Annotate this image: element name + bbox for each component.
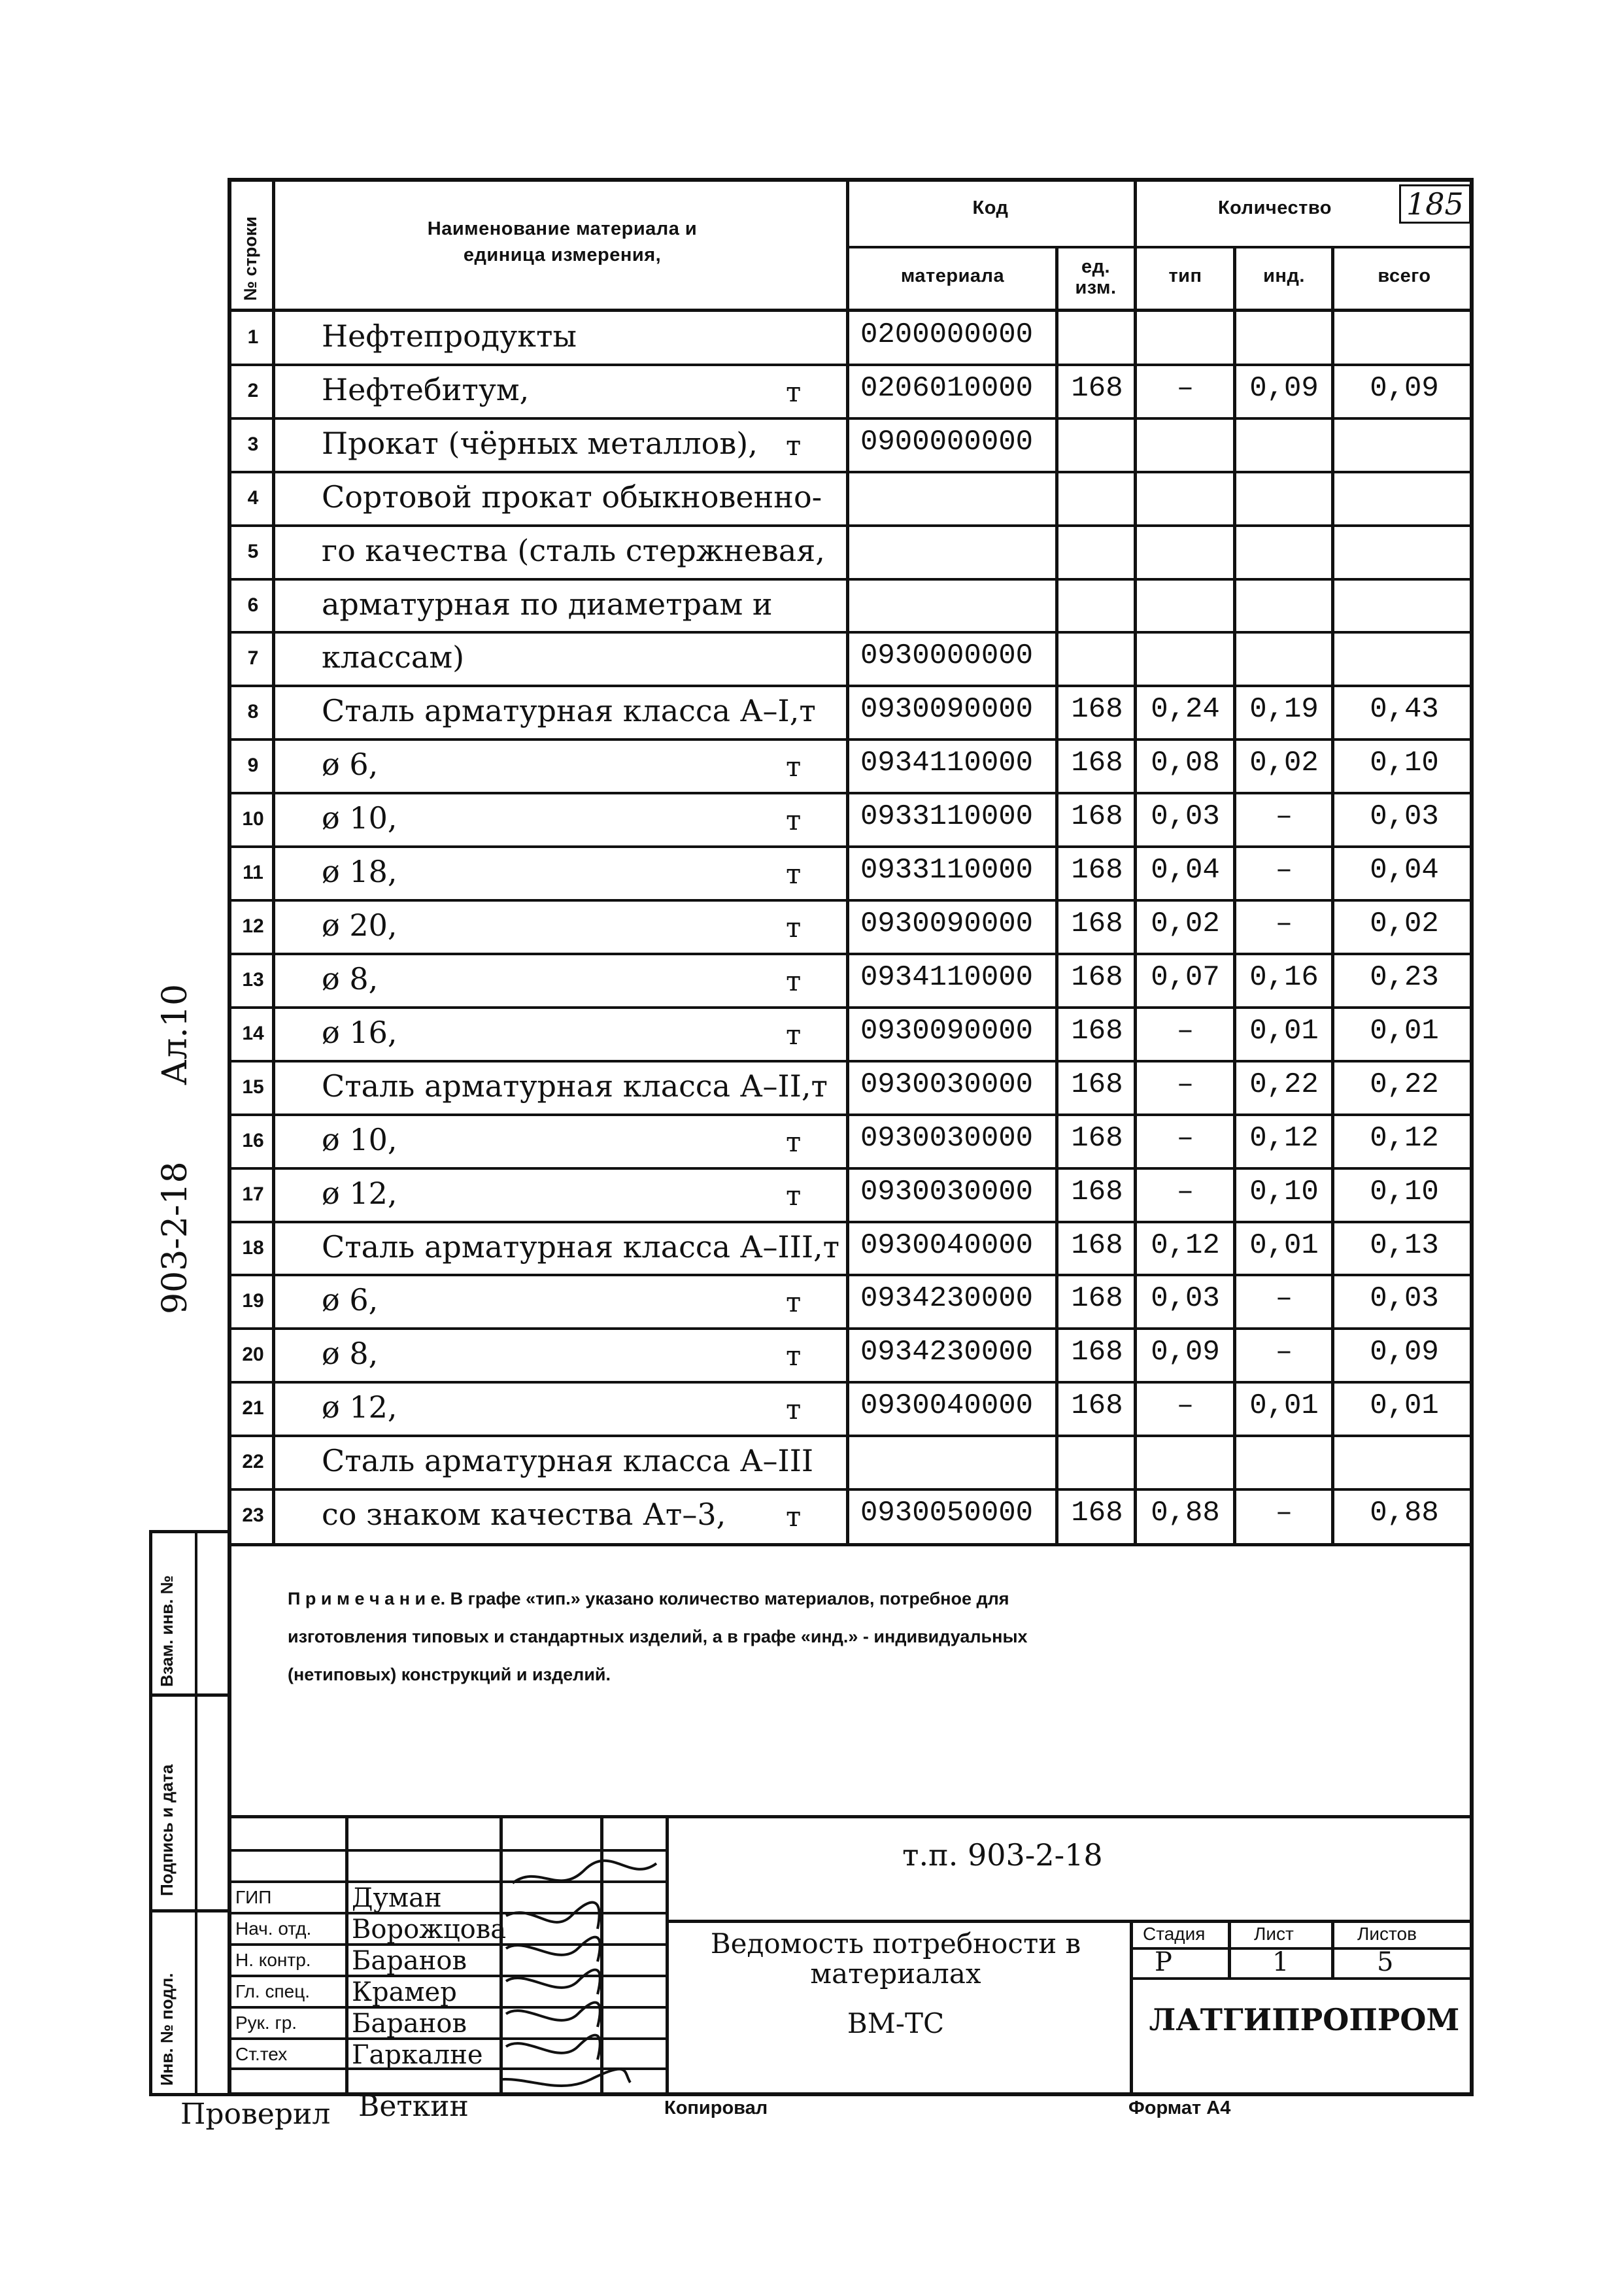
row-ed: 168 <box>1071 1122 1123 1155</box>
row-name: Сортовой прокат обыкновенно- <box>322 479 822 515</box>
row-number: 2 <box>247 380 259 401</box>
stamp-col-line <box>345 1815 348 2096</box>
row-tip: 0,12 <box>1151 1229 1220 1262</box>
row-name: Сталь арматурная класса А–II,т <box>322 1068 828 1104</box>
row-code: 0200000000 <box>860 318 1034 351</box>
row-number: 8 <box>247 701 259 722</box>
row-name: Нефтебитум, <box>322 372 530 407</box>
row-ind: 0,02 <box>1249 747 1319 779</box>
strip-line <box>149 1909 230 1912</box>
header-code-unit: ед. изм. <box>1075 256 1117 298</box>
row-number: 4 <box>247 487 259 509</box>
stamp-title: Ведомость потребности в материалах <box>710 1928 1081 1990</box>
header-code-material: материала <box>900 265 1005 286</box>
strip-line <box>149 1693 230 1697</box>
row-unit: т <box>786 965 802 997</box>
row-tip: 0,07 <box>1151 961 1220 994</box>
row-name: ø 18, <box>322 854 398 889</box>
row-all: 0,04 <box>1370 854 1439 887</box>
header-q-type: тип <box>1168 265 1202 286</box>
row-all: 0,13 <box>1370 1229 1439 1262</box>
row-unit: т <box>786 804 802 836</box>
stamp-role: Рук. гр. <box>235 2013 297 2033</box>
strip-vzam: Взам. инв. № <box>157 1575 177 1687</box>
row-name: Сталь арматурная класса А–III,т <box>322 1229 840 1265</box>
table-row <box>0 1222 1624 1276</box>
row-name: Сталь арматурная класса А–III <box>322 1443 814 1478</box>
header-q-ind: инд. <box>1263 265 1305 286</box>
row-name: ø 6, <box>322 747 379 782</box>
strip-inv: Инв. № подл. <box>157 1973 177 2086</box>
stamp-role: Гл. спец. <box>235 1981 311 2001</box>
row-number: 10 <box>242 808 264 830</box>
row-name: ø 16, <box>322 1015 398 1050</box>
row-name: го качества (сталь стержневая, <box>322 533 825 568</box>
stamp-col-line <box>1130 1920 1133 2096</box>
header-line <box>846 246 1474 248</box>
row-ed: 168 <box>1071 1497 1123 1529</box>
row-code: 0930090000 <box>860 908 1034 940</box>
row-tip: 0,02 <box>1151 908 1220 940</box>
stamp-code: ВМ-ТС <box>847 2007 945 2039</box>
row-name: классам) <box>322 639 465 675</box>
checked-label: Проверил <box>180 2098 331 2131</box>
row-ed: 168 <box>1071 1015 1123 1047</box>
stamp-col-line <box>1331 1920 1334 1977</box>
table-row <box>0 1436 1624 1489</box>
table-row <box>0 418 1624 472</box>
row-tip: – <box>1176 1122 1194 1155</box>
row-all: 0,10 <box>1370 1176 1439 1208</box>
table-row <box>0 526 1624 579</box>
row-code: 0933110000 <box>860 800 1034 833</box>
row-all: 0,01 <box>1370 1389 1439 1422</box>
row-unit: т <box>786 1393 802 1425</box>
stamp-sheet-label: Лист <box>1254 1924 1294 1944</box>
signatures <box>499 1857 696 2105</box>
row-all: 0,03 <box>1370 800 1439 833</box>
row-number: 13 <box>242 969 264 991</box>
row-number: 22 <box>242 1451 264 1472</box>
row-all: 0,12 <box>1370 1122 1439 1155</box>
row-name: ø 12, <box>322 1176 398 1211</box>
row-unit: т <box>786 1340 802 1372</box>
row-code: 0933110000 <box>860 854 1034 887</box>
row-ed: 168 <box>1071 747 1123 779</box>
row-all: 0,88 <box>1370 1497 1439 1529</box>
stamp-person-name: Крамер <box>352 1977 457 2007</box>
stamp-line <box>1130 1947 1474 1950</box>
table-row <box>0 311 1624 365</box>
copied-label: Копировал <box>664 2098 768 2118</box>
stamp-person-name: Баранов <box>352 1946 467 1976</box>
row-unit: т <box>786 1286 802 1318</box>
table-row <box>0 1168 1624 1222</box>
page-number: 185 <box>1399 184 1471 224</box>
row-unit: т <box>786 751 802 783</box>
row-code: 0934230000 <box>860 1282 1034 1315</box>
row-code: 0934110000 <box>860 747 1034 779</box>
stamp-org: ЛАТГИПРОПРОМ <box>1149 2002 1460 2037</box>
row-code: 0930040000 <box>860 1229 1034 1262</box>
row-code: 0930030000 <box>860 1122 1034 1155</box>
row-name: ø 10, <box>322 1122 398 1157</box>
row-all: 0,09 <box>1370 372 1439 405</box>
stamp-line <box>666 1920 1474 1923</box>
row-unit: т <box>786 1501 802 1533</box>
row-name: арматурная по диаметрам и <box>322 586 773 622</box>
row-number: 9 <box>247 755 259 776</box>
table-row <box>0 1008 1624 1061</box>
row-all: 0,23 <box>1370 961 1439 994</box>
row-tip: 0,03 <box>1151 1282 1220 1315</box>
header-q-total: всего <box>1378 265 1431 286</box>
row-tip: 0,04 <box>1151 854 1220 887</box>
row-all: 0,22 <box>1370 1068 1439 1101</box>
row-ind: – <box>1275 854 1293 887</box>
row-number: 1 <box>247 326 259 348</box>
row-all: 0,01 <box>1370 1015 1439 1047</box>
stamp-role: ГИП <box>235 1887 272 1907</box>
row-number: 12 <box>242 915 264 937</box>
row-code: 0930000000 <box>860 639 1034 672</box>
row-number: 16 <box>242 1130 264 1151</box>
row-tip: – <box>1176 1015 1194 1047</box>
row-unit: т <box>786 1180 802 1212</box>
side-sheet-label: Ал.10 <box>156 983 195 1085</box>
stamp-stage: Р <box>1155 1947 1172 1977</box>
checked-name: Веткин <box>358 2090 469 2123</box>
row-all: 0,02 <box>1370 908 1439 940</box>
header-name: Наименование материала и единица измерения, <box>427 218 698 265</box>
stamp-sheets-label: Листов <box>1357 1924 1417 1944</box>
row-number: 11 <box>243 862 263 883</box>
row-name: со знаком качества Ат–3, <box>322 1497 726 1532</box>
note-line-2: изготовления типовых и стандартных изделий, а в графе «инд.» - индивидуальных <box>288 1627 1028 1646</box>
row-ind: 0,01 <box>1249 1229 1319 1262</box>
strip-podpis: Подпись и дата <box>157 1764 177 1896</box>
table-row <box>0 740 1624 793</box>
row-code: 0930030000 <box>860 1176 1034 1208</box>
row-tip: – <box>1176 1176 1194 1208</box>
row-ind: 0,16 <box>1249 961 1319 994</box>
row-ed: 168 <box>1071 1176 1123 1208</box>
stamp-line <box>1130 1977 1474 1980</box>
row-ed: 168 <box>1071 1389 1123 1422</box>
row-name: ø 8, <box>322 1336 379 1371</box>
row-ind: 0,22 <box>1249 1068 1319 1101</box>
stamp-col-line <box>1228 1920 1231 1977</box>
row-ed: 168 <box>1071 1336 1123 1368</box>
row-code: 0934230000 <box>860 1336 1034 1368</box>
stamp-stage-label: Стадия <box>1143 1924 1206 1944</box>
row-number: 5 <box>247 541 259 562</box>
row-tip: – <box>1176 372 1194 405</box>
row-ed: 168 <box>1071 800 1123 833</box>
stamp-role: Н. контр. <box>235 1950 311 1970</box>
row-number: 7 <box>247 647 259 669</box>
row-all: 0,43 <box>1370 693 1439 726</box>
row-ind: – <box>1275 1282 1293 1315</box>
row-tip: 0,08 <box>1151 747 1220 779</box>
row-unit: т <box>786 1126 802 1158</box>
format-label: Формат А4 <box>1128 2098 1231 2118</box>
row-ind: 0,12 <box>1249 1122 1319 1155</box>
row-name: Прокат (чёрных металлов), <box>322 426 758 461</box>
row-ind: 0,01 <box>1249 1015 1319 1047</box>
row-unit: т <box>786 911 802 944</box>
row-ind: – <box>1275 908 1293 940</box>
table-row <box>0 472 1624 526</box>
row-code: 0930040000 <box>860 1389 1034 1422</box>
row-name: ø 8, <box>322 961 379 996</box>
stamp-person-name: Баранов <box>352 2009 467 2039</box>
header-code: Код <box>972 197 1009 218</box>
row-ind: 0,01 <box>1249 1389 1319 1422</box>
row-ind: 0,19 <box>1249 693 1319 726</box>
table-row <box>0 954 1624 1008</box>
table-row <box>0 1329 1624 1382</box>
row-number: 3 <box>247 434 259 455</box>
row-all: 0,10 <box>1370 747 1439 779</box>
row-name: ø 10, <box>322 800 398 836</box>
table-row <box>0 1489 1624 1543</box>
row-number: 23 <box>242 1504 264 1526</box>
table-row <box>0 793 1624 847</box>
row-unit: т <box>786 376 802 408</box>
row-ed: 168 <box>1071 1068 1123 1101</box>
row-tip: – <box>1176 1389 1194 1422</box>
row-name: Сталь арматурная класса А–I,т <box>322 693 816 728</box>
row-tip: 0,24 <box>1151 693 1220 726</box>
row-code: 0930050000 <box>860 1497 1034 1529</box>
row-unit: т <box>786 858 802 890</box>
side-doc-label: 903-2-18 <box>156 1161 195 1314</box>
strip-line <box>195 1530 197 2096</box>
row-number: 18 <box>242 1237 264 1259</box>
stamp-role: Нач. отд. <box>235 1918 312 1939</box>
table-row <box>0 686 1624 740</box>
table-row <box>0 579 1624 633</box>
row-number: 15 <box>242 1076 264 1098</box>
row-code: 0934110000 <box>860 961 1034 994</box>
row-ed: 168 <box>1071 372 1123 405</box>
row-unit: т <box>786 430 802 462</box>
row-ed: 168 <box>1071 961 1123 994</box>
row-ed: 168 <box>1071 854 1123 887</box>
stamp-sheet: 1 <box>1272 1947 1289 1977</box>
row-ed: 168 <box>1071 908 1123 940</box>
table-row <box>0 900 1624 954</box>
row-code: 0206010000 <box>860 372 1034 405</box>
row-name: ø 12, <box>322 1389 398 1425</box>
header-quantity: Количество <box>1217 197 1332 218</box>
row-ed: 168 <box>1071 693 1123 726</box>
row-code: 0900000000 <box>860 426 1034 458</box>
row-code: 0930030000 <box>860 1068 1034 1101</box>
row-number: 21 <box>242 1397 264 1419</box>
row-number: 14 <box>242 1023 264 1044</box>
table-row <box>0 1061 1624 1115</box>
row-tip: 0,88 <box>1151 1497 1220 1529</box>
row-ed: 168 <box>1071 1229 1123 1262</box>
row-number: 6 <box>247 594 259 616</box>
table-row <box>0 1115 1624 1168</box>
header-row-no: № строки <box>241 216 260 301</box>
stamp-person-name: Думан <box>352 1883 442 1913</box>
row-name: ø 6, <box>322 1282 379 1318</box>
row-all: 0,09 <box>1370 1336 1439 1368</box>
row-ind: 0,10 <box>1249 1176 1319 1208</box>
stamp-project: т.п. 903-2-18 <box>902 1837 1103 1873</box>
row-ind: – <box>1275 1497 1293 1529</box>
stamp-top-line <box>228 1815 1474 1818</box>
row-tip: 0,09 <box>1151 1336 1220 1368</box>
table-row <box>0 632 1624 686</box>
row-number: 17 <box>242 1183 264 1205</box>
row-ind: 0,09 <box>1249 372 1319 405</box>
row-tip: – <box>1176 1068 1194 1101</box>
row-code: 0930090000 <box>860 693 1034 726</box>
row-all: 0,03 <box>1370 1282 1439 1315</box>
note-line-1: П р и м е ч а н и е. В графе «тип.» указано количество материалов, потребное для <box>288 1589 1009 1608</box>
table-row <box>0 1382 1624 1436</box>
row-number: 20 <box>242 1344 264 1365</box>
stamp-sheets: 5 <box>1377 1947 1394 1977</box>
table-row <box>0 365 1624 418</box>
table-row <box>0 847 1624 900</box>
row-ind: – <box>1275 800 1293 833</box>
stamp-person-name: Ворожцова <box>352 1914 507 1945</box>
stamp-role: Ст.тех <box>235 2044 288 2064</box>
note-top-line <box>228 1543 1474 1546</box>
row-ed: 168 <box>1071 1282 1123 1315</box>
row-tip: 0,03 <box>1151 800 1220 833</box>
table-row <box>0 1275 1624 1329</box>
row-unit: т <box>786 1019 802 1051</box>
row-number: 19 <box>242 1290 264 1312</box>
note-line-3: (нетиповых) конструкций и изделий. <box>288 1665 611 1684</box>
row-name: Нефтепродукты <box>322 318 577 354</box>
stamp-person-name: Гаркалне <box>352 2040 483 2070</box>
row-name: ø 20, <box>322 908 398 943</box>
row-code: 0930090000 <box>860 1015 1034 1047</box>
row-ind: – <box>1275 1336 1293 1368</box>
